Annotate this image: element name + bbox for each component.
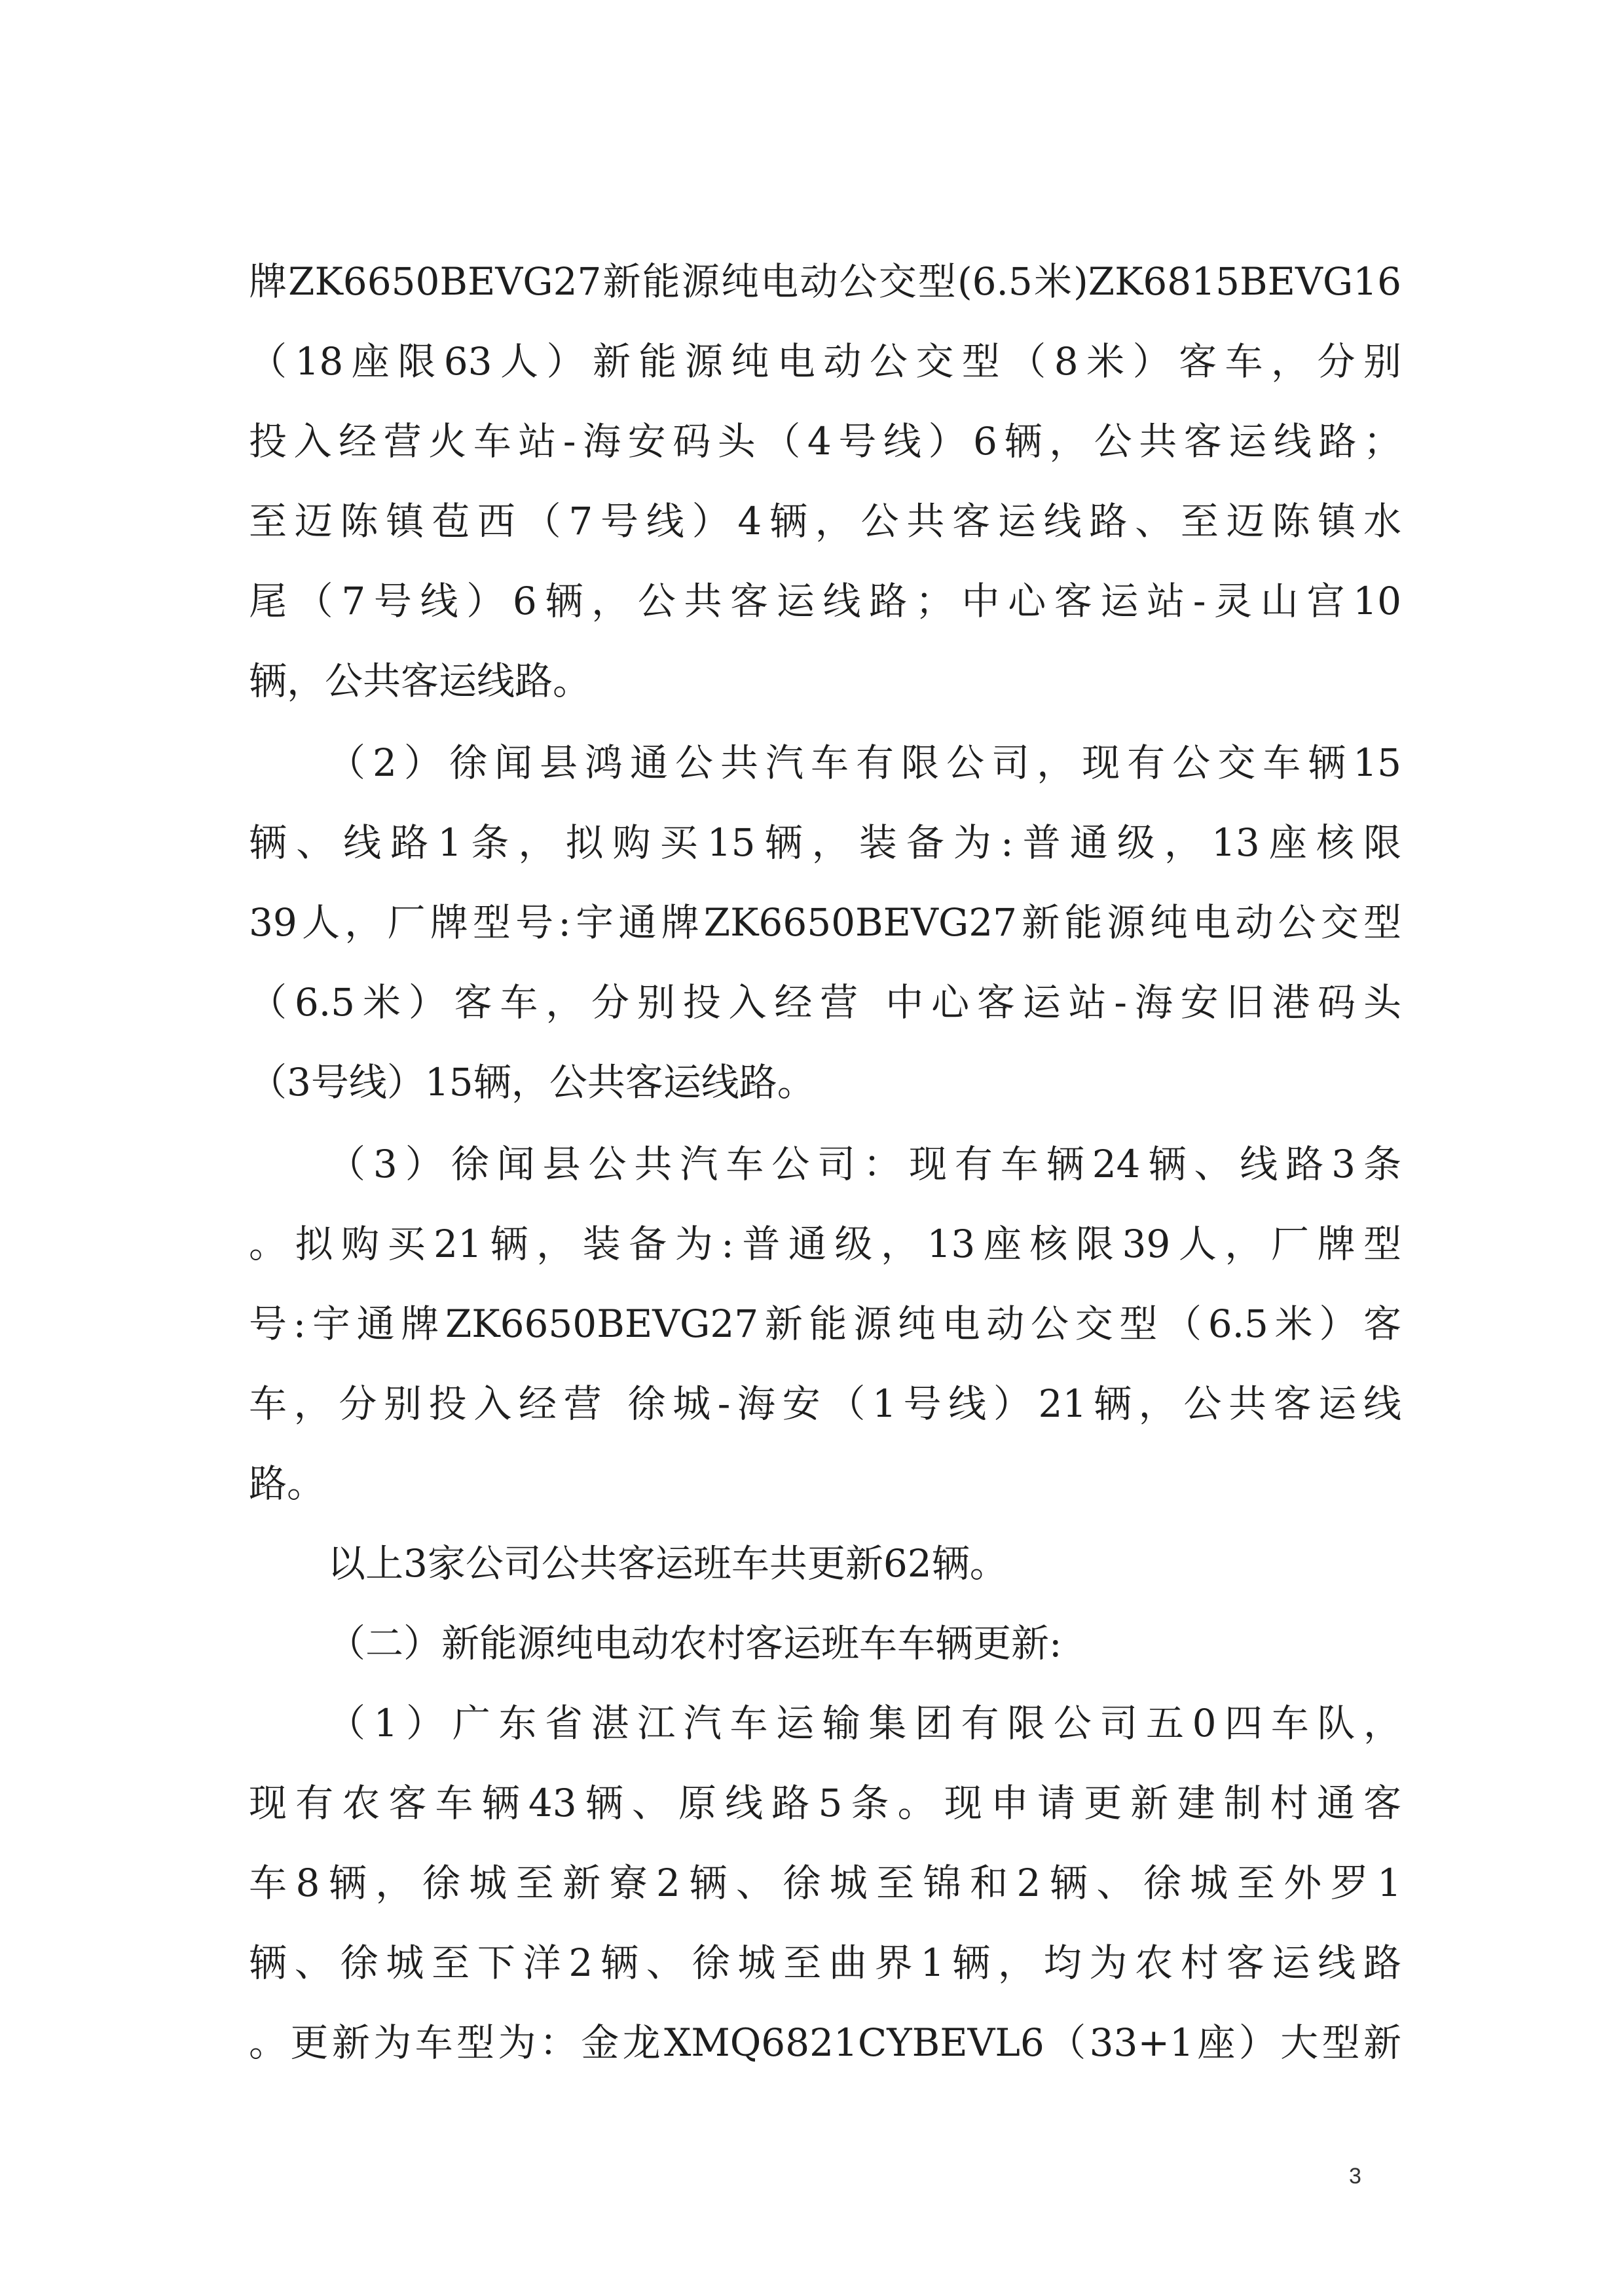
paragraph-line: 辆，公共客运线路。 bbox=[249, 659, 591, 703]
paragraph-line: （3）徐闻县公共汽车公司：现有车辆24辆、线路3条 bbox=[327, 1142, 1401, 1186]
paragraph-line: 39人，厂牌型号:宇通牌ZK6650BEVG27新能源纯电动公交型 bbox=[249, 900, 1401, 945]
paragraph-line: 车，分别投入经营 徐城-海安（1号线）21辆，公共客运线 bbox=[249, 1381, 1401, 1426]
paragraph-line: 投入经营火车站-海安码头（4号线）6辆，公共客运线路； bbox=[249, 419, 1401, 464]
paragraph-line: 辆、线路1条，拟购买15辆，装备为:普通级，13座核限 bbox=[249, 820, 1401, 865]
page-number: 3 bbox=[1349, 2164, 1361, 2189]
paragraph-line: （2）徐闻县鸿通公共汽车有限公司，现有公交车辆15 bbox=[327, 740, 1401, 785]
paragraph-line: 号:宇通牌ZK6650BEVG27新能源纯电动公交型（6.5米）客 bbox=[249, 1302, 1401, 1346]
paragraph-line: 尾（7号线）6辆，公共客运线路；中心客运站-灵山宫10 bbox=[249, 579, 1401, 623]
paragraph-line: （3号线）15辆，公共客运线路。 bbox=[249, 1060, 815, 1104]
paragraph-line: （6.5米）客车，分别投入经营 中心客运站-海安旧港码头 bbox=[249, 980, 1401, 1025]
paragraph-line: 。更新为车型为：金龙XMQ6821CYBEVL6（33+1座）大型新 bbox=[249, 2020, 1401, 2065]
paragraph-line: 以上3家公司公共客运班车共更新62辆。 bbox=[327, 1541, 1008, 1586]
paragraph-line: （1）广东省湛江汽车运输集团有限公司五0四车队， bbox=[327, 1701, 1401, 1745]
paragraph-line: 车8辆，徐城至新寮2辆、徐城至锦和2辆、徐城至外罗1 bbox=[249, 1861, 1401, 1905]
paragraph-line: 牌ZK6650BEVG27新能源纯电动公交型(6.5米)ZK6815BEVG16 bbox=[249, 259, 1401, 304]
paragraph-line: 。拟购买21辆，装备为:普通级，13座核限39人，厂牌型 bbox=[249, 1222, 1401, 1266]
section-heading: （二）新能源纯电动农村客运班车车辆更新: bbox=[327, 1621, 1062, 1666]
paragraph-line: 路。 bbox=[249, 1461, 325, 1506]
paragraph-line: 辆、徐城至下洋2辆、徐城至曲界1辆，均为农村客运线路 bbox=[249, 1941, 1401, 1985]
paragraph-line: 至迈陈镇苞西（7号线）4辆，公共客运线路、至迈陈镇水 bbox=[249, 499, 1401, 543]
paragraph-line: 现有农客车辆43辆、原线路5条。现申请更新建制村通客 bbox=[249, 1781, 1401, 1825]
paragraph-line: （18座限63人）新能源纯电动公交型（8米）客车，分别 bbox=[249, 339, 1401, 384]
